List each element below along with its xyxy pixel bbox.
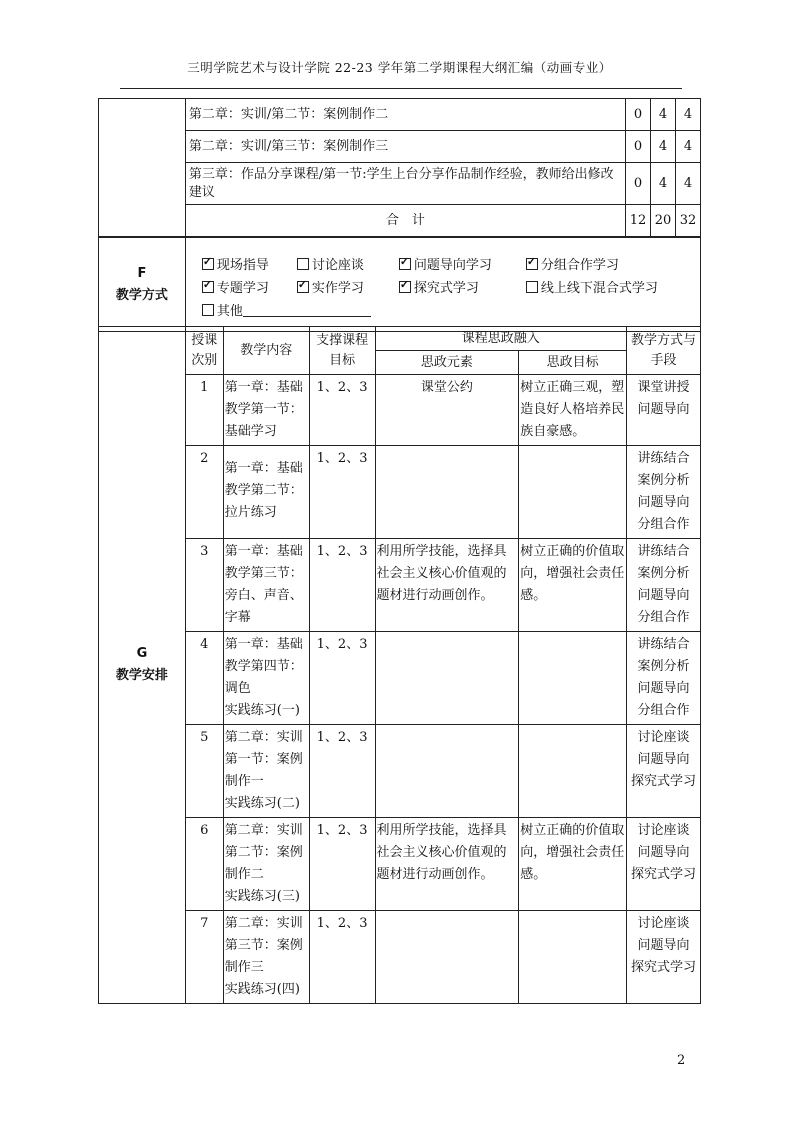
total-c: 32	[676, 205, 701, 237]
hours-b: 4	[651, 131, 676, 163]
row-element	[375, 632, 519, 725]
row-goal: 树立正确的价值取向，增强社会责任感。	[519, 818, 627, 911]
hours-a: 0	[626, 99, 651, 131]
blank-label-cell	[99, 99, 186, 237]
row-element: 课堂公约	[375, 375, 519, 446]
row-method: 讲练结合 案例分析 问题导向 分组合作	[627, 539, 701, 632]
row-number: 5	[185, 725, 223, 818]
row-goal	[519, 446, 627, 539]
row-content: 第二章：实训第二节：案例制作二 实践练习(三)	[223, 818, 309, 911]
hours-b: 4	[651, 99, 676, 131]
table-row	[99, 375, 701, 446]
header-rule	[120, 88, 682, 89]
row-method: 讨论座谈 问题导向 探究式学习	[627, 911, 701, 1004]
row-goal: 树立正确三观，塑造良好人格培养民族自豪感。	[519, 375, 627, 446]
table-row	[99, 539, 701, 632]
header-ideology: 课程思政融入	[375, 327, 627, 351]
hours-row	[99, 131, 701, 163]
header-element: 思政元素	[375, 351, 519, 375]
total-label: 合 计	[185, 205, 625, 237]
table-row	[99, 725, 701, 818]
hours-a: 0	[626, 131, 651, 163]
header-support: 支撑课程目标	[309, 327, 375, 375]
row-method: 讨论座谈 问题导向 探究式学习	[627, 818, 701, 911]
checkbox-empty-icon[interactable]	[297, 258, 309, 270]
row-content: 第一章：基础教学第四节：调色 实践练习(一)	[223, 632, 309, 725]
row-support: 1、2、3	[309, 632, 375, 725]
section-f-label	[99, 238, 186, 332]
checkbox-checked-icon[interactable]	[202, 258, 214, 270]
row-element	[375, 911, 519, 1004]
methods-cell	[185, 238, 700, 332]
checkbox-checked-icon[interactable]	[399, 281, 411, 293]
hours-row	[99, 163, 701, 205]
method-item[interactable]: ✓ 探究式学习	[399, 277, 479, 296]
row-support: 1、2、3	[309, 911, 375, 1004]
hours-row	[99, 99, 701, 131]
row-number: 2	[185, 446, 223, 539]
row-content: 第一章：基础教学第二节：拉片练习	[223, 446, 309, 539]
row-support: 1、2、3	[309, 725, 375, 818]
checkbox-checked-icon[interactable]	[297, 281, 309, 293]
hours-b: 4	[651, 163, 676, 205]
hours-a: 0	[626, 163, 651, 205]
checkbox-checked-icon[interactable]	[202, 281, 214, 293]
row-element: 利用所学技能，选择具社会主义核心价值观的题材进行动画创作。	[375, 539, 519, 632]
checkbox-checked-icon[interactable]	[399, 258, 411, 270]
row-number: 6	[185, 818, 223, 911]
table-row	[99, 818, 701, 911]
hours-content: 第二章：实训/第三节：案例制作三	[185, 131, 625, 163]
section-f-title: 教学方式	[115, 287, 168, 303]
total-row	[99, 205, 701, 237]
row-support: 1、2、3	[309, 818, 375, 911]
header-row	[99, 327, 701, 351]
method-item[interactable]: ✓ 分组合作学习	[526, 254, 619, 273]
checkbox-empty-icon[interactable]	[526, 281, 538, 293]
row-content: 第二章：实训第一节：案例制作一 实践练习(二)	[223, 725, 309, 818]
page-header: 三明学院艺术与设计学院 22-23 学年第二学期课程大纲汇编（动画专业）	[187, 60, 612, 75]
hours-content: 第三章：作品分享课程/第一节:学生上台分享作品制作经验，教师给出修改建议	[185, 163, 625, 205]
section-g-letter: G	[136, 646, 148, 661]
total-b: 20	[651, 205, 676, 237]
row-element	[375, 725, 519, 818]
row-number: 1	[185, 375, 223, 446]
row-element: 利用所学技能，选择具社会主义核心价值观的题材进行动画创作。	[375, 818, 519, 911]
hours-table	[98, 98, 701, 237]
row-support: 1、2、3	[309, 446, 375, 539]
header-goal: 思政目标	[519, 351, 627, 375]
row-goal	[519, 911, 627, 1004]
table-row	[99, 632, 701, 725]
header-method: 教学方式与手段	[627, 327, 701, 375]
method-item[interactable]: ✓专题学习	[202, 277, 269, 296]
method-item[interactable]: ✓现场指导	[202, 254, 269, 273]
row-content: 第一章：基础教学第三节：旁白、声音、字幕	[223, 539, 309, 632]
checkbox-checked-icon[interactable]	[526, 258, 538, 270]
row-number: 3	[185, 539, 223, 632]
row-goal	[519, 725, 627, 818]
row-content: 第一章：基础教学第一节：基础学习	[223, 375, 309, 446]
method-item[interactable]: 线上线下混合式学习	[526, 277, 658, 296]
method-item[interactable]: ✓ 问题导向学习	[399, 254, 492, 273]
checkbox-empty-icon[interactable]	[202, 304, 214, 316]
page-number: 2	[677, 1053, 686, 1068]
row-support: 1、2、3	[309, 539, 375, 632]
row-element	[375, 446, 519, 539]
row-goal: 树立正确的价值取向，增强社会责任感。	[519, 539, 627, 632]
header-session: 授课次别	[185, 327, 223, 375]
section-g-title: 教学安排	[115, 668, 168, 683]
table-row	[99, 446, 701, 539]
row-content: 第二章：实训第三节：案例制作三 实践练习(四)	[223, 911, 309, 1004]
method-item[interactable]: ✓ 实作学习	[297, 277, 364, 296]
total-a: 12	[626, 205, 651, 237]
hours-c: 4	[676, 163, 701, 205]
hours-c: 4	[676, 131, 701, 163]
row-method: 讲练结合 案例分析 问题导向 分组合作	[627, 446, 701, 539]
row-number: 4	[185, 632, 223, 725]
row-method: 课堂讲授 问题导向	[627, 375, 701, 446]
section-g-label	[99, 327, 186, 1004]
table-row	[99, 911, 701, 1004]
row-method: 讨论座谈 问题导向 探究式学习	[627, 725, 701, 818]
teaching-schedule-table	[98, 326, 701, 1004]
row-support: 1、2、3	[309, 375, 375, 446]
row-goal	[519, 632, 627, 725]
hours-c: 4	[676, 99, 701, 131]
teaching-methods-table	[98, 237, 701, 332]
method-item[interactable]: 讨论座谈	[297, 254, 364, 273]
header-content: 教学内容	[223, 327, 309, 375]
hours-content: 第二章：实训/第二节：案例制作二	[185, 99, 625, 131]
row-method: 讲练结合 案例分析 问题导向 分组合作	[627, 632, 701, 725]
other-underline[interactable]	[243, 304, 371, 317]
row-number: 7	[185, 911, 223, 1004]
section-f-letter: F	[137, 265, 147, 281]
method-item[interactable]: 其他	[202, 300, 371, 319]
